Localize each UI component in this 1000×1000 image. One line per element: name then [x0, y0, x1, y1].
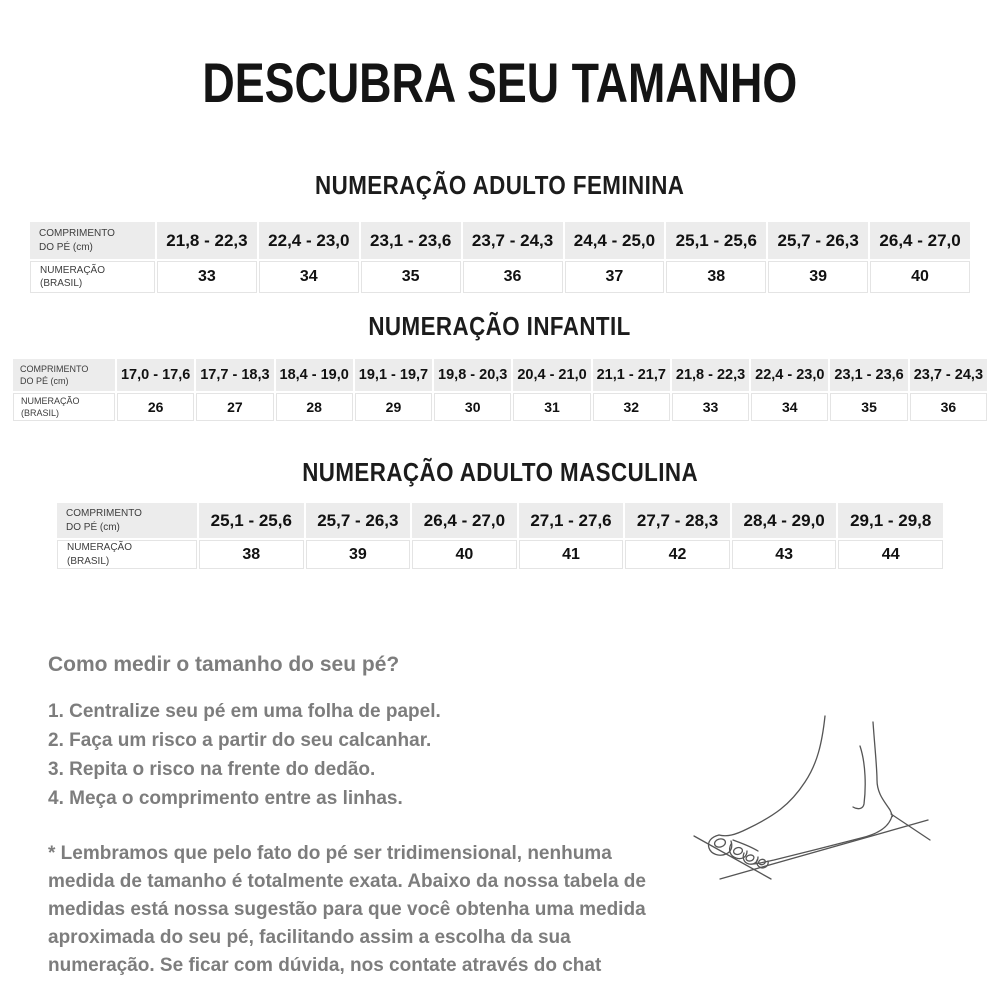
shoe-size-cell: 41 — [519, 540, 624, 569]
shoe-size-cell: 35 — [361, 261, 461, 293]
shoe-size-cell: 30 — [434, 393, 511, 421]
how-to-measure-block — [48, 653, 676, 980]
shoe-size-cell: 29 — [355, 393, 432, 421]
foot-length-cell: 20,4 - 21,0 — [513, 359, 590, 391]
foot-length-cell: 22,4 - 23,0 — [751, 359, 828, 391]
shoe-size-cell: 39 — [768, 261, 868, 293]
foot-length-cell: 24,4 - 25,0 — [565, 222, 665, 259]
row-label-numeracao: NUMERAÇÃO (BRASIL) — [30, 261, 155, 293]
shoe-size-cell: 40 — [412, 540, 517, 569]
size-table-infantil — [13, 359, 987, 421]
shoe-size-cell: 39 — [306, 540, 411, 569]
foot-length-cell: 21,1 - 21,7 — [593, 359, 670, 391]
shoe-size-cell: 38 — [199, 540, 304, 569]
measure-step: 1. Centralize seu pé em uma folha de papel. — [48, 701, 441, 722]
measure-note: * Lembramos que pelo fato do pé ser tridimensional, nenhuma medida de tamanho é totalmente exata. Abaixo da nossa tabela de medidas está nossa sugestão para que você obtenha uma medida aproximada do seu pé, facilitando assim a escolha da sua numeração. Se ficar com dúvida, nos contate através do chat — [48, 843, 646, 976]
heading-infantil: NUMERAÇÃO INFANTIL — [368, 311, 632, 341]
foot-length-cell: 19,8 - 20,3 — [434, 359, 511, 391]
foot-measure-illustration-icon — [678, 688, 990, 940]
foot-length-cell: 25,1 - 25,6 — [199, 503, 304, 538]
heading-adulto-feminina: NUMERAÇÃO ADULTO FEMININA — [315, 170, 685, 200]
foot-length-cell: 27,1 - 27,6 — [519, 503, 624, 538]
measure-step: 3. Repita o risco na frente do dedão. — [48, 759, 376, 780]
foot-length-cell: 25,7 - 26,3 — [768, 222, 868, 259]
foot-length-cell: 17,0 - 17,6 — [117, 359, 194, 391]
shoe-size-cell: 36 — [463, 261, 563, 293]
size-table-feminina — [30, 222, 970, 293]
how-to-heading: Como medir o tamanho do seu pé? — [48, 653, 400, 676]
measure-steps — [48, 697, 676, 813]
heading-adulto-masculina: NUMERAÇÃO ADULTO MASCULINA — [302, 457, 698, 487]
foot-length-cell: 27,7 - 28,3 — [625, 503, 730, 538]
foot-length-cell: 25,1 - 25,6 — [666, 222, 766, 259]
shoe-size-cell: 31 — [513, 393, 590, 421]
foot-length-cell: 25,7 - 26,3 — [306, 503, 411, 538]
row-label-numeracao: NUMERAÇÃO (BRASIL) — [57, 540, 197, 569]
foot-length-cell: 23,7 - 24,3 — [463, 222, 563, 259]
measure-step: 4. Meça o comprimento entre as linhas. — [48, 788, 403, 809]
shoe-size-cell: 35 — [830, 393, 907, 421]
foot-length-cell: 17,7 - 18,3 — [196, 359, 273, 391]
foot-length-cell: 21,8 - 22,3 — [157, 222, 257, 259]
shoe-size-cell: 44 — [838, 540, 943, 569]
shoe-size-cell: 34 — [751, 393, 828, 421]
row-label-numeracao: NUMERAÇÃO (BRASIL) — [13, 393, 115, 421]
shoe-size-cell: 32 — [593, 393, 670, 421]
foot-length-cell: 21,8 - 22,3 — [672, 359, 749, 391]
shoe-size-cell: 42 — [625, 540, 730, 569]
foot-length-cell: 19,1 - 19,7 — [355, 359, 432, 391]
shoe-size-cell: 26 — [117, 393, 194, 421]
foot-length-cell: 28,4 - 29,0 — [732, 503, 837, 538]
foot-length-cell: 29,1 - 29,8 — [838, 503, 943, 538]
shoe-size-cell: 37 — [565, 261, 665, 293]
row-label-comprimento: COMPRIMENTO DO PÉ (cm) — [30, 222, 155, 259]
foot-length-cell: 23,1 - 23,6 — [830, 359, 907, 391]
shoe-size-cell: 40 — [870, 261, 970, 293]
shoe-size-cell: 34 — [259, 261, 359, 293]
row-label-comprimento: COMPRIMENTO DO PÉ (cm) — [13, 359, 115, 391]
page-title: DESCUBRA SEU TAMANHO — [202, 51, 798, 114]
shoe-size-cell: 38 — [666, 261, 766, 293]
foot-length-cell: 26,4 - 27,0 — [870, 222, 970, 259]
foot-length-cell: 18,4 - 19,0 — [276, 359, 353, 391]
shoe-size-cell: 36 — [910, 393, 987, 421]
foot-length-cell: 23,7 - 24,3 — [910, 359, 987, 391]
shoe-size-cell: 33 — [672, 393, 749, 421]
foot-length-cell: 23,1 - 23,6 — [361, 222, 461, 259]
shoe-size-cell: 43 — [732, 540, 837, 569]
size-table-masculina — [57, 503, 943, 569]
shoe-size-cell: 33 — [157, 261, 257, 293]
shoe-size-cell: 27 — [196, 393, 273, 421]
foot-length-cell: 26,4 - 27,0 — [412, 503, 517, 538]
row-label-comprimento: COMPRIMENTO DO PÉ (cm) — [57, 503, 197, 538]
foot-length-cell: 22,4 - 23,0 — [259, 222, 359, 259]
shoe-size-cell: 28 — [276, 393, 353, 421]
measure-step: 2. Faça um risco a partir do seu calcanhar. — [48, 730, 432, 751]
